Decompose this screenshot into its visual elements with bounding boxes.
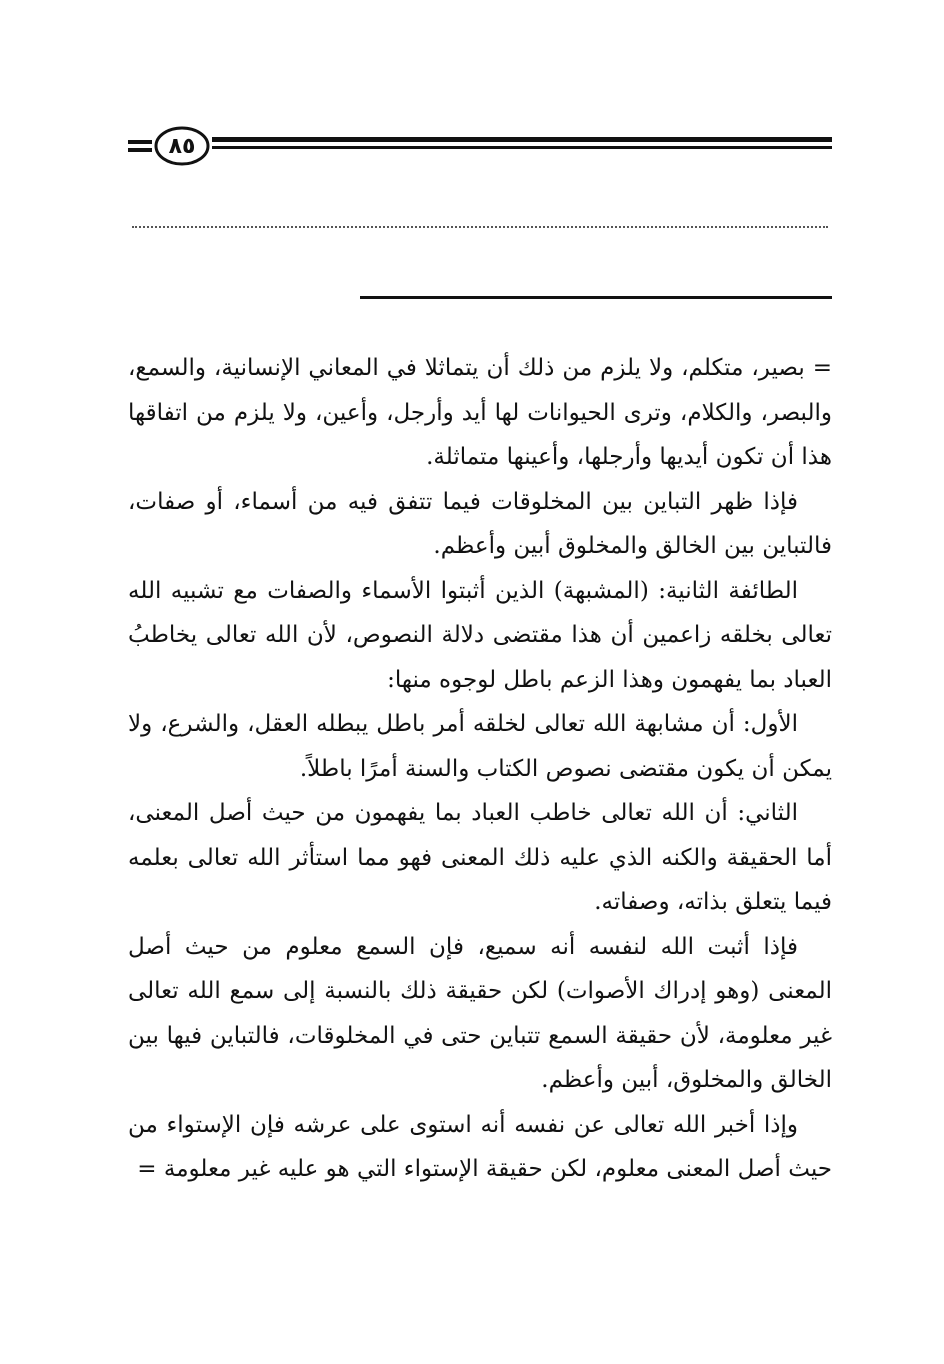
paragraph-5: الثاني: أن الله تعالى خاطب العباد بما يفهمون من حيث أصل المعنى، أما الحقيقة والكنه الذي عليه ذلك المعنى فهو مما استأثر الله تعالى بعلمه فيما يتعلق بذاته، وصفاته.: [128, 800, 832, 915]
paragraph-7: وإذا أخبر الله تعالى عن نفسه أنه استوى على عرشه فإن الإستواء من حيث أصل المعنى معلوم، لكن حقيقة الإستواء التي هو عليه غير معلومة =: [128, 1111, 832, 1182]
paragraph-3: الطائفة الثانية: (المشبهة) الذين أثبتوا الأسماء والصفات مع تشبيه الله تعالى بخلقه زاعمين أن هذا مقتضى دلالة النصوص، لأن الله تعالى يخاطبُ العباد بما يفهمون وهذا الزعم باطل لوجوه منها:: [128, 577, 832, 693]
dotted-separator: [132, 226, 828, 228]
paragraph-2: فإذا ظهر التباين بين المخلوقات فيما تتفق فيه من أسماء، أو صفات، فالتباين بين الخالق والمخلوق أبين وأعظم.: [128, 488, 832, 559]
paragraph-1: = بصير، متكلم، ولا يلزم من ذلك أن يتماثلا في المعاني الإنسانية، والسمع، والبصر، والكلام، وترى الحيوانات لها أيد وأرجل، وأعين، ولا يلزم من اتفاقها هذا أن تكون أيديها وأرجلها، وأعينها متماثلة.: [128, 355, 832, 470]
page-header: [128, 124, 832, 168]
footnote-rule: [360, 296, 832, 299]
paragraph-6: فإذا أثبت الله لنفسه أنه سميع، فإن السمع معلوم من حيث أصل المعنى (وهو إدراك الأصوات) لكن حقيقة ذلك بالنسبة إلى سمع الله تعالى غير معلومة، لأن حقيقة السمع تتباين حتى في المخلوقات، فالتباين فيها بين الخالق والمخلوق، أبين وأعظم.: [128, 933, 832, 1093]
header-rule: [128, 124, 832, 168]
page-number: ٨٥: [168, 133, 196, 159]
paragraph-4: الأول: أن مشابهة الله تعالى لخلقه أمر باطل يبطله العقل، والشرع، ولا يمكن أن يكون مقتضى نصوص الكتاب والسنة أمرًا باطلاً.: [128, 711, 832, 782]
footnote-text-block: [128, 346, 832, 1192]
